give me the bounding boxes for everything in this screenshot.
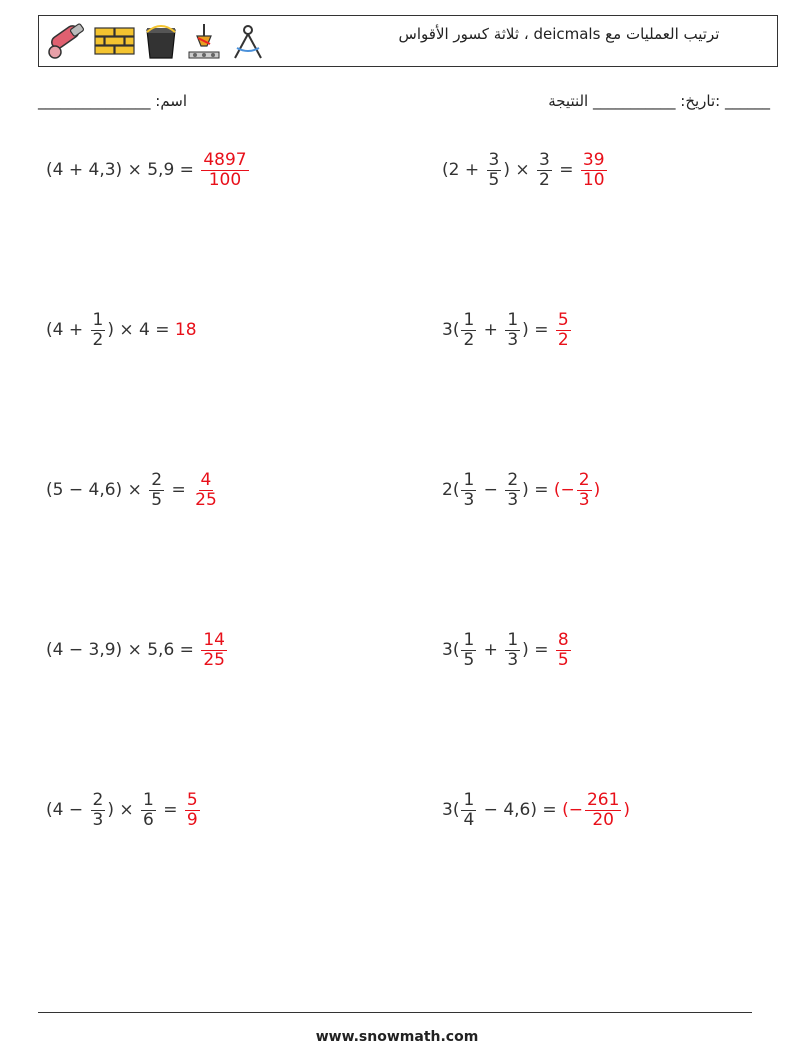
icon-strip (45, 22, 267, 62)
fraction-numerator: 2 (507, 469, 519, 490)
crane-hook-icon (185, 22, 223, 62)
expr-part: + (478, 640, 504, 660)
fraction-denominator: 2 (92, 329, 104, 350)
answer-open-paren: (− (562, 800, 583, 820)
problem-6 (442, 460, 600, 520)
chainsaw-icon (45, 22, 87, 62)
answer-numerator: 5 (186, 789, 198, 810)
expr-part: ) × (503, 160, 536, 180)
fraction-denominator: 3 (507, 329, 519, 350)
problem-expression: (4 − 3,9) × 5,6 = (46, 640, 194, 660)
problem-4 (442, 300, 573, 360)
problem-answer (562, 791, 630, 830)
answer-numerator: 4897 (203, 149, 247, 170)
expr-part: ) × (107, 800, 140, 820)
expr-part: (4 − (46, 800, 89, 820)
fraction-numerator: 3 (488, 149, 500, 170)
problem-answer (191, 471, 221, 510)
expr-part: 2( (442, 480, 460, 500)
problem-answer (554, 311, 573, 350)
expr-part: − 4,6) = (478, 800, 563, 820)
footer-site-link[interactable]: www.snowmath.com (315, 1029, 479, 1045)
answer-numerator: 5 (557, 309, 569, 330)
answer-close-paren: ) (623, 800, 631, 820)
worksheet-title: ترتيب العمليات مع deicmals ، ثلاثة كسور الأقواس (398, 25, 720, 43)
expr-part: ) = (522, 320, 554, 340)
answer-denominator: 3 (578, 489, 590, 510)
fraction-numerator: 2 (92, 789, 104, 810)
fraction-denominator: 5 (463, 649, 475, 670)
expr-part: ) × 4 = (107, 320, 175, 340)
problem-3 (46, 300, 197, 360)
answer-denominator: 9 (186, 809, 198, 830)
answer-close-paren: ) (593, 480, 601, 500)
expr-part: − (478, 480, 504, 500)
problem-answer (183, 791, 202, 830)
expr-part: = (166, 480, 192, 500)
fraction-numerator: 1 (463, 629, 475, 650)
fraction-denominator: 3 (507, 489, 519, 510)
expr-part: + (478, 320, 504, 340)
answer-denominator: 2 (557, 329, 569, 350)
problem-answer (554, 631, 573, 670)
problem-answer (554, 471, 600, 510)
expr-part: 3( (442, 320, 460, 340)
fraction-denominator: 3 (463, 489, 475, 510)
answer-numerator: 14 (203, 629, 225, 650)
fraction-numerator: 2 (151, 469, 163, 490)
fraction-numerator: 1 (463, 469, 475, 490)
problem-10 (442, 780, 630, 840)
problem-answer (199, 151, 250, 190)
expr-part: (4 + (46, 320, 89, 340)
answer-open-paren: (− (553, 480, 575, 500)
answer-denominator: 100 (208, 169, 242, 190)
expr-part: 3( (442, 640, 460, 660)
answer-numerator: 8 (557, 629, 569, 650)
expr-part: = (157, 800, 183, 820)
expr-part: ) = (522, 480, 554, 500)
fraction-denominator: 3 (92, 809, 104, 830)
answer-numerator: 261 (586, 789, 620, 810)
expr-part: (5 − 4,6) × (46, 480, 148, 500)
problem-2 (442, 140, 609, 200)
fraction-numerator: 1 (463, 789, 475, 810)
fraction-denominator: 2 (539, 169, 550, 190)
fraction-numerator: 1 (92, 309, 104, 330)
problem-answer (199, 631, 229, 670)
fraction-numerator: 1 (463, 309, 475, 330)
problem-9 (46, 780, 202, 840)
answer-denominator: 5 (557, 649, 569, 670)
fraction-numerator: 1 (507, 629, 519, 650)
date-score-line: ______ :تاريخ: ___________ النتيجة (548, 92, 770, 110)
fraction-denominator: 4 (463, 809, 475, 830)
problem-5 (46, 460, 221, 520)
expr-part: (2 + (442, 160, 485, 180)
problem-8 (442, 620, 573, 680)
fraction-numerator: 3 (539, 149, 550, 170)
answer-numerator: 4 (200, 469, 212, 490)
answer-denominator: 10 (582, 169, 605, 190)
answer-numerator: 2 (578, 469, 590, 490)
fraction-numerator: 1 (507, 309, 519, 330)
expr-part: = (553, 160, 579, 180)
expr-part: 3( (442, 800, 460, 820)
answer-denominator: 25 (195, 489, 217, 510)
fraction-numerator: 1 (143, 789, 154, 810)
fraction-denominator: 5 (151, 489, 163, 510)
problem-7 (46, 620, 229, 680)
bricks-icon (93, 22, 137, 62)
fraction-denominator: 6 (143, 809, 154, 830)
fraction-denominator: 5 (488, 169, 500, 190)
fraction-denominator: 3 (507, 649, 519, 670)
answer-denominator: 20 (592, 809, 614, 830)
answer-numerator: 39 (582, 149, 605, 170)
compass-icon (229, 22, 267, 62)
problem-answer (579, 151, 609, 190)
answer-denominator: 25 (203, 649, 225, 670)
problem-1 (46, 140, 251, 200)
fraction-denominator: 2 (463, 329, 475, 350)
expr-part: ) = (522, 640, 554, 660)
name-line: اسم: _______________ (38, 92, 188, 110)
footer-divider (38, 1012, 752, 1013)
problem-expression: (4 + 4,3) × 5,9 = (46, 160, 194, 180)
worksheet-header (38, 15, 778, 67)
problem-answer: 18 (174, 320, 197, 340)
bucket-icon (143, 22, 179, 62)
